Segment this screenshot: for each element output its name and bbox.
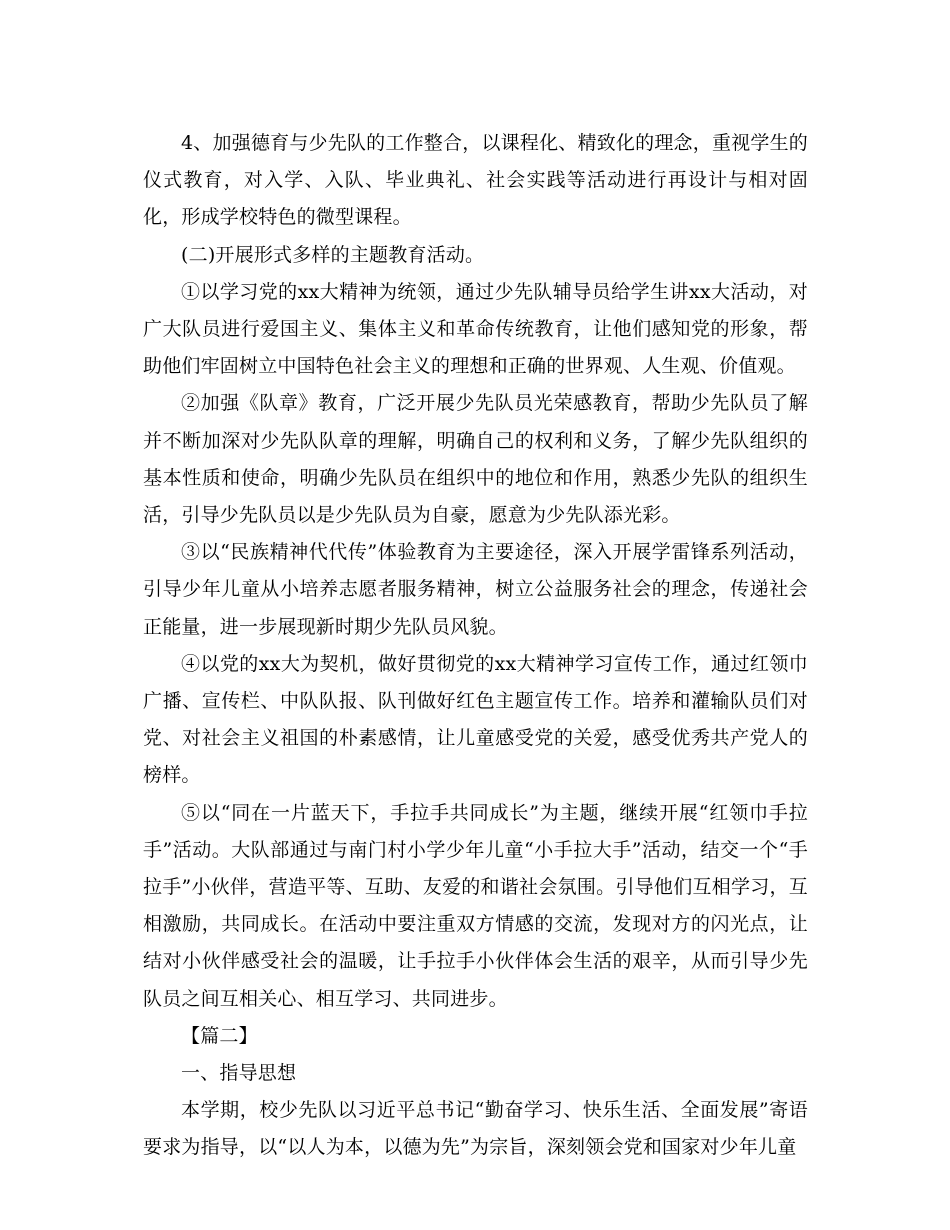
paragraph-activity-4: ④以党的xx大为契机，做好贯彻党的xx大精神学习宣传工作，通过红领巾广播、宣传栏、中队队报、队刊做好红色主题宣传工作。培养和灌输队员们对党、对社会主义祖国的朴素感情，让儿童感受党的关爱，感受优秀共产党人的榜样。 — [143, 652, 808, 787]
paragraph-activity-3: ③以“民族精神代代传”体验教育为主要途径，深入开展学雷锋系列活动，引导少年儿童从小培养志愿者服务精神，树立公益服务社会的理念，传递社会正能量，进一步展现新时期少先队员风貌。 — [143, 541, 808, 638]
section-heading-guiding-ideology: 一、指导思想 — [181, 1062, 297, 1085]
paragraph-activity-1: ①以学习党的xx大精神为统领，通过少先队辅导员给学生讲xx大活动，对广大队员进行爱国主义、集体主义和革命传统教育，让他们感知党的形象，帮助他们牢固树立中国特色社会主义的理想和正确的世界观、人生观、价值观。 — [143, 280, 808, 378]
paragraph-item-4: 4、加强德育与少先队的工作整合，以课程化、精致化的理念，重视学生的仪式教育，对入学、入队、毕业典礼、社会实践等活动进行再设计与相对固化，形成学校特色的微型课程。 — [143, 132, 808, 229]
paragraph-activity-2: ②加强《队章》教育，广泛开展少先队员光荣感教育，帮助少先队员了解并不断加深对少先队队章的理解，明确自己的权利和义务，了解少先队组织的基本性质和使命，明确少先队员在组织中的地位和作用，熟悉少先队的组织生活，引导少先队员以是少先队员为自豪，愿意为少先队添光彩。 — [143, 392, 808, 527]
section-title-part-two: 【篇二】 — [181, 1024, 258, 1047]
document-body — [143, 125, 808, 1167]
paragraph-activity-5: ⑤以“同在一片蓝天下，手拉手共同成长”为主题，继续开展“红领巾手拉手”活动。大队部通过与南门村小学少年儿童“小手拉大手”活动，结交一个“手拉手”小伙伴，营造平等、互助、友爱的和谐社会氛围。引导他们互相学习，互相激励，共同成长。在活动中要注重双方情感的交流，发现对方的闪光点，让结对小伙伴感受社会的温暖，让手拉手小伙伴体会生活的艰辛，从而引导少先队员之间互相关心、相互学习、共同进步。 — [143, 801, 808, 1010]
section-heading-activities: (二)开展形式多样的主题教育活动。 — [181, 243, 485, 266]
paragraph-ideology-text: 本学期，校少先队以习近平总书记“勤奋学习、快乐生活、全面发展”寄语要求为指导，以“以人为本，以德为先”为宗旨，深刻领会党和国家对少年儿童 — [143, 1099, 808, 1159]
